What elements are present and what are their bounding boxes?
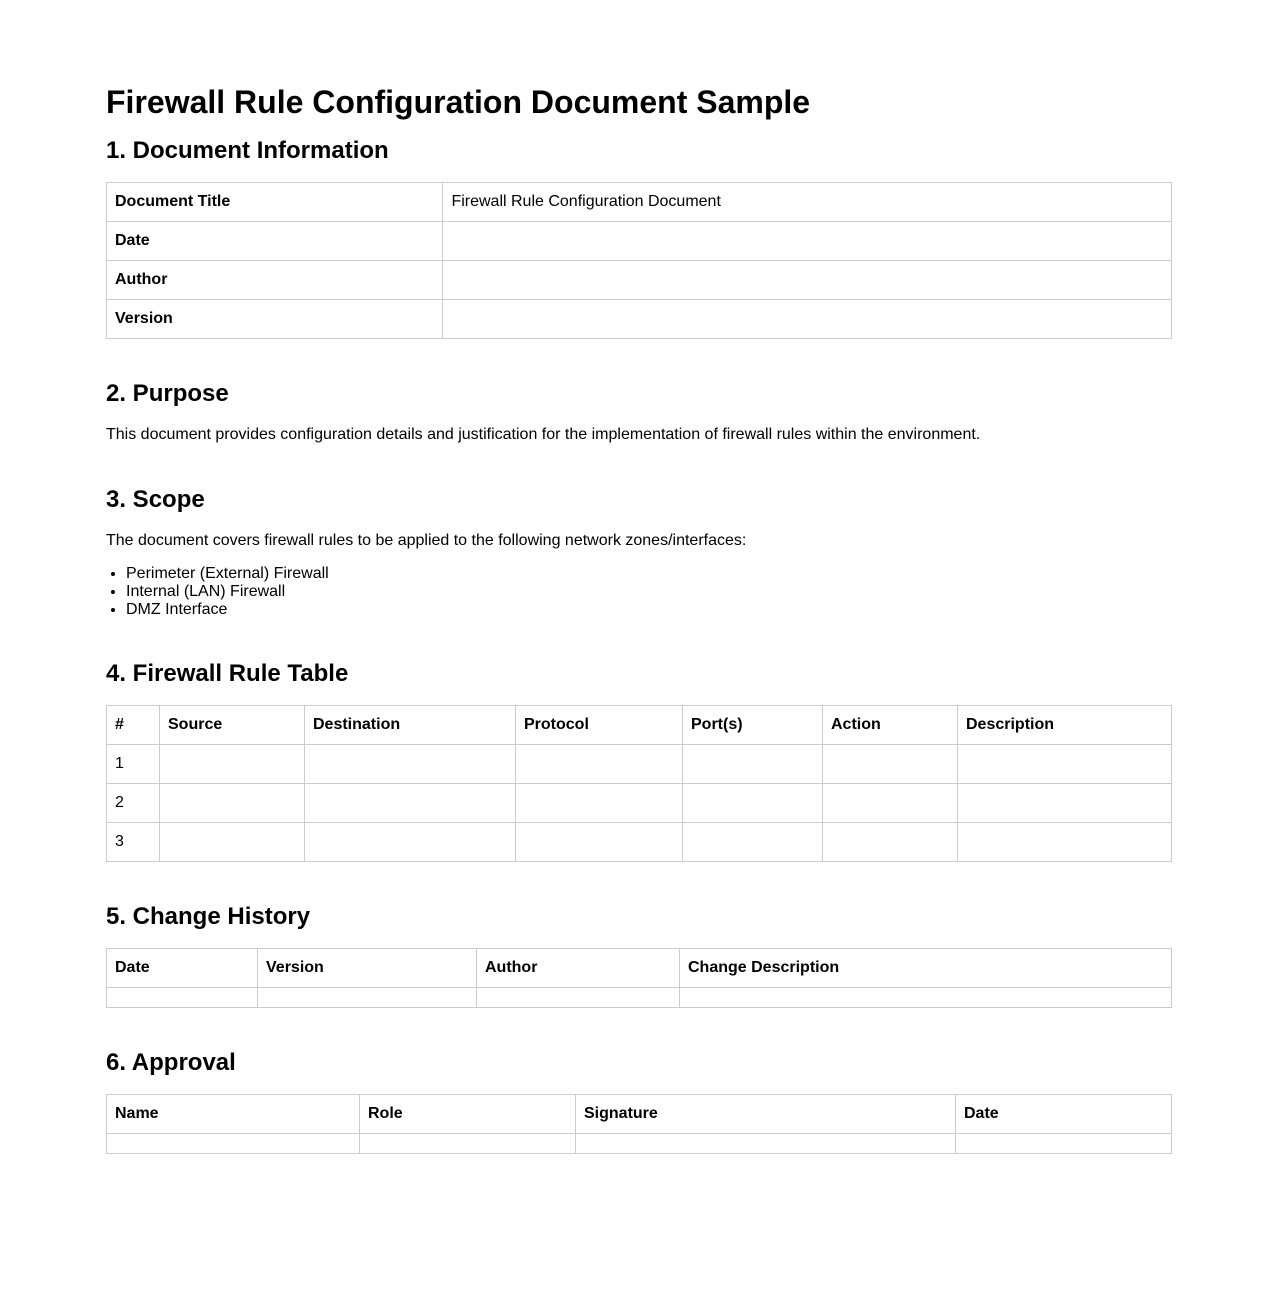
table-cell (958, 784, 1172, 823)
info-value: Firewall Rule Configuration Document (443, 183, 1172, 222)
column-header: Role (360, 1095, 576, 1134)
column-header: Protocol (516, 706, 683, 745)
column-header: Date (956, 1095, 1172, 1134)
column-header: # (107, 706, 160, 745)
approval-table (106, 1094, 1172, 1154)
table-row (107, 300, 1172, 339)
table-row (107, 745, 1172, 784)
table-cell (516, 784, 683, 823)
table-cell (160, 745, 305, 784)
column-header: Destination (305, 706, 516, 745)
section-heading-purpose: 2. Purpose (106, 380, 229, 407)
header-row (107, 1095, 1172, 1134)
table-cell (683, 745, 823, 784)
table-cell (516, 823, 683, 862)
table-row (107, 1134, 1172, 1154)
column-header: Port(s) (683, 706, 823, 745)
table-cell: 3 (107, 823, 160, 862)
table-cell (305, 745, 516, 784)
column-header: Author (477, 949, 680, 988)
scope-list-item: • Perimeter (External) Firewall (126, 565, 1172, 583)
column-header: Signature (576, 1095, 956, 1134)
table-cell (958, 823, 1172, 862)
column-header: Description (958, 706, 1172, 745)
document (106, 0, 1172, 1294)
table-cell (305, 823, 516, 862)
section-heading-scope: 3. Scope (106, 486, 205, 513)
table-row (107, 183, 1172, 222)
section-heading-firewall-rule-table: 4. Firewall Rule Table (106, 660, 349, 687)
page-title: Firewall Rule Configuration Document Sample (106, 84, 811, 120)
table-cell (823, 823, 958, 862)
table-row (107, 261, 1172, 300)
table-cell (823, 745, 958, 784)
header-row (107, 706, 1172, 745)
purpose-text: This document provides configuration details and justification for the implementation of firewall rules within the environment. (106, 426, 981, 443)
document-info-table (106, 182, 1172, 339)
scope-list (106, 565, 1172, 619)
firewall-rule-table (106, 705, 1172, 862)
table-row (107, 222, 1172, 261)
table-cell: 2 (107, 784, 160, 823)
column-header: Action (823, 706, 958, 745)
column-header: Version (258, 949, 477, 988)
section-heading-change-history: 5. Change History (106, 903, 311, 930)
table-cell (305, 784, 516, 823)
column-header: Change Description (680, 949, 1172, 988)
info-label: Date (107, 222, 443, 261)
section-heading-approval: 6. Approval (106, 1049, 236, 1076)
scope-list-item: • Internal (LAN) Firewall (126, 583, 1172, 601)
table-cell (683, 784, 823, 823)
table-cell (683, 823, 823, 862)
info-value (443, 300, 1172, 339)
info-label: Document Title (107, 183, 443, 222)
section-heading-document-information: 1. Document Information (106, 137, 389, 164)
column-header: Source (160, 706, 305, 745)
table-cell: 1 (107, 745, 160, 784)
column-header: Name (107, 1095, 360, 1134)
info-label: Author (107, 261, 443, 300)
table-cell (958, 745, 1172, 784)
info-label: Version (107, 300, 443, 339)
table-cell (160, 823, 305, 862)
table-row (107, 823, 1172, 862)
info-value (443, 222, 1172, 261)
table-cell (160, 784, 305, 823)
column-header: Date (107, 949, 258, 988)
table-cell (823, 784, 958, 823)
info-value (443, 261, 1172, 300)
table-row (107, 784, 1172, 823)
change-history-table (106, 948, 1172, 1008)
table-row (107, 988, 1172, 1008)
table-cell (516, 745, 683, 784)
scope-list-item: • DMZ Interface (126, 601, 1172, 619)
scope-text: The document covers firewall rules to be applied to the following network zones/interfaces: (106, 532, 747, 549)
header-row (107, 949, 1172, 988)
